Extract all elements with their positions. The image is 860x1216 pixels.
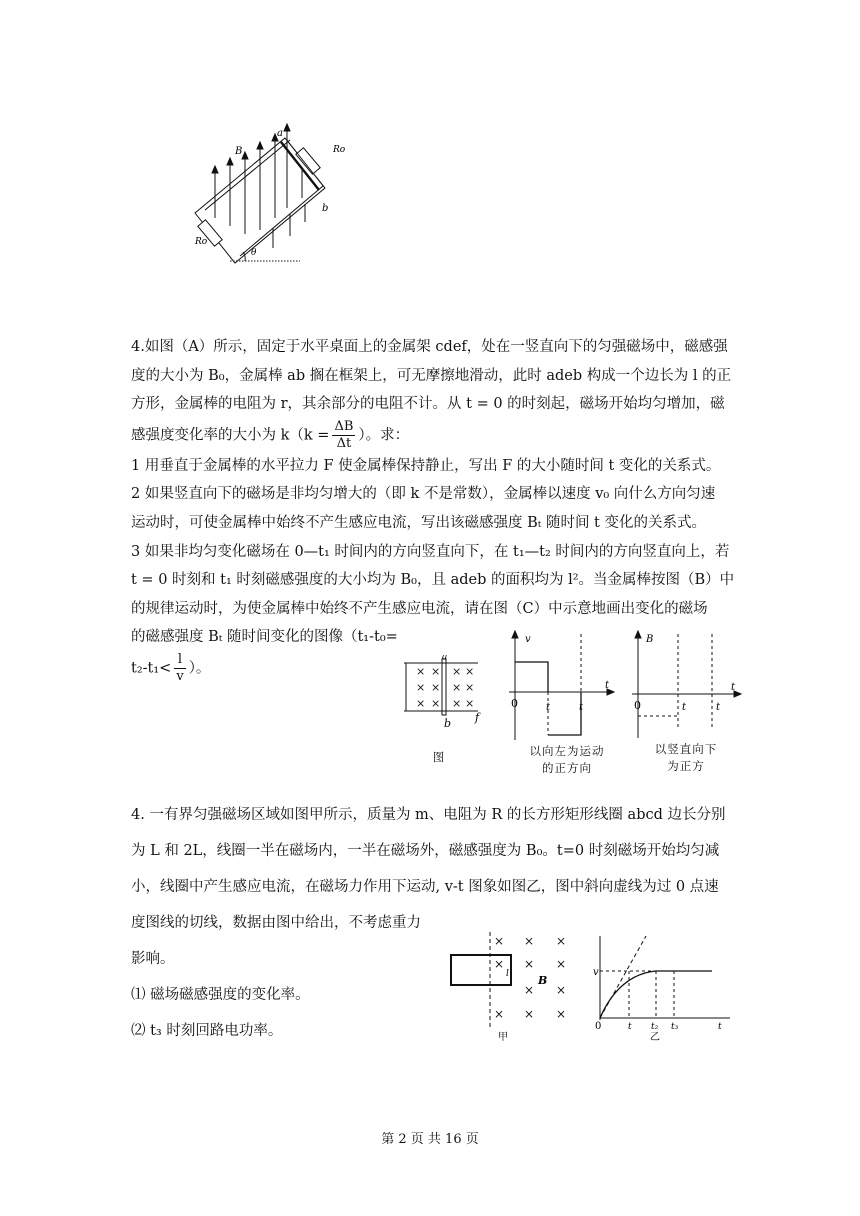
problem-line: 影响。 xyxy=(131,951,175,967)
problem-line: 为 L 和 2L，线圈一半在磁场内，一半在磁场外，磁感强度为 B₀。t=0 时刻磁场开始均匀减 xyxy=(131,843,720,859)
problem-line xyxy=(131,419,731,452)
svg-text:×: × xyxy=(524,957,535,971)
svg-text:×: × xyxy=(494,934,505,948)
q3e-text: t₂-t₁< xyxy=(131,660,172,677)
label-Ro-bottom: Ro xyxy=(195,237,208,247)
svg-text:×: × xyxy=(452,681,462,694)
label-l: l xyxy=(506,969,509,979)
fraction-dB-dt xyxy=(332,419,355,452)
label-theta: θ xyxy=(251,248,257,258)
tick-t2: t xyxy=(716,702,721,713)
problem-line: 4. 一有界匀强磁场区域如图甲所示，质量为 m、电阻为 R 的长方形矩形线圈 abcd 边长分别 xyxy=(131,807,726,823)
question-1: 1 用垂直于金属棒的水平拉力 F 使金属棒保持静止，写出 F 的大小随时间 t 变化的关系式。 xyxy=(131,457,721,474)
svg-text:×: × xyxy=(431,697,441,710)
origin-0: 0 xyxy=(595,1021,602,1032)
question-3a: 3 如果非均匀变化磁场在 0—t₁ 时间内的方向竖直向下，在 t₁—t₂ 时间内的方向竖直向上，若 xyxy=(131,543,730,560)
figure-B-vt-graph xyxy=(503,630,618,745)
figure-A-frame xyxy=(398,655,488,735)
question-3b: t = 0 时刻和 t₁ 时刻磁感强度的大小均为 B₀，且 adeb 的面积均为 l²。当金属棒按图（B）中 xyxy=(131,572,735,589)
figA-caption: 图 xyxy=(432,750,446,764)
frac-numerator: l xyxy=(174,652,185,669)
tick-t2: t₂ xyxy=(651,1022,659,1032)
fraction-l-v xyxy=(174,652,185,685)
svg-text:×: × xyxy=(416,665,426,678)
label-B: B xyxy=(538,974,548,987)
svg-text:×: × xyxy=(556,934,567,948)
figure-yi-vt-graph xyxy=(588,930,738,1042)
axis-v: v xyxy=(525,634,531,645)
caption-jia: 甲 xyxy=(498,1032,508,1042)
question-2a: 2 如果竖直向下的磁场是非均匀增大的（即 k 不是常数），金属棒以速度 v₀ 向什么方向匀速 xyxy=(131,486,716,503)
rate-text: 感强度变化率的大小为 k（k = xyxy=(131,427,330,444)
question-3c: 的规律运动时，为使金属棒中始终不产生感应电流，请在图（C）中示意地画出变化的磁场 xyxy=(131,600,708,617)
label-f: f xyxy=(475,711,480,724)
axis-B: B xyxy=(646,634,654,645)
tick-t2: t xyxy=(579,702,584,713)
problem-line: 小，线圈中产生感应电流，在磁场力作用下运动, v-t 图象如图乙，图中斜向虚线为过 0 点速 xyxy=(131,879,719,895)
problem-line: 方形，金属棒的电阻为 r，其余部分的电阻不计。从 t = 0 的时刻起，磁场开始均匀增加，磁 xyxy=(131,396,725,413)
tick-t: t xyxy=(628,1022,632,1032)
svg-text:×: × xyxy=(494,957,505,971)
page-footer: 第 2 页 共 16 页 xyxy=(381,1132,479,1147)
svg-text:×: × xyxy=(465,665,475,678)
figure-inclined-rails xyxy=(185,118,355,268)
svg-text:×: × xyxy=(416,697,426,710)
q3e-text-end: ）。 xyxy=(188,660,211,677)
frac-denominator: Δt xyxy=(336,435,352,451)
frac-denominator: v xyxy=(176,668,184,684)
label-b: b xyxy=(444,717,452,730)
svg-text:×: × xyxy=(556,1007,567,1021)
axis-t: t xyxy=(718,1022,722,1032)
axis-t: t xyxy=(731,682,736,693)
origin-0: 0 xyxy=(511,697,518,710)
label-Ro-top: Ro xyxy=(333,145,346,155)
origin-0: 0 xyxy=(634,699,641,712)
rate-text-end: ）。求： xyxy=(358,427,410,444)
svg-text:×: × xyxy=(556,957,567,971)
figure-jia-coil xyxy=(446,930,586,1042)
question-2b: 运动时，可使金属棒中始终不产生感应电流，写出该磁感强度 Bₜ 随时间 t 变化的关系式。 xyxy=(131,514,706,531)
svg-text:×: × xyxy=(431,665,441,678)
svg-text:×: × xyxy=(524,983,535,997)
problem-line: 4.如图（A）所示，固定于水平桌面上的金属架 cdef，处在一竖直向下的匀强磁场中，磁感强 xyxy=(131,339,728,355)
question-2: ⑵ t₃ 时刻回路电功率。 xyxy=(131,1023,283,1039)
figC-caption: 以竖直向下为正方 xyxy=(654,742,718,773)
axis-t: t xyxy=(605,680,610,691)
svg-text:×: × xyxy=(524,934,535,948)
figB-caption: 以向左为运动的正方向 xyxy=(529,744,605,775)
svg-text:×: × xyxy=(452,697,462,710)
label-a: a xyxy=(277,128,283,139)
svg-text:×: × xyxy=(556,983,567,997)
svg-text:×: × xyxy=(416,681,426,694)
svg-text:×: × xyxy=(431,681,441,694)
svg-text:×: × xyxy=(494,1007,505,1021)
svg-text:×: × xyxy=(524,1007,535,1021)
svg-text:×: × xyxy=(465,681,475,694)
svg-text:×: × xyxy=(452,665,462,678)
tick-t1: t xyxy=(546,702,551,713)
question-1: ⑴ 磁场磁感强度的变化率。 xyxy=(131,987,310,1003)
figure-C-Bt-graph xyxy=(626,630,746,740)
frac-numerator: ΔB xyxy=(334,418,354,434)
label-a: a xyxy=(442,655,448,662)
tick-t1: t xyxy=(682,702,687,713)
problem-line: 度的大小为 B₀，金属棒 ab 搁在框架上，可无摩擦地滑动，此时 adeb 构成一个边长为 l 的正 xyxy=(131,367,732,384)
label-b: b xyxy=(322,203,329,214)
problem-line: 度图线的切线，数据由图中给出，不考虑重力 xyxy=(131,915,421,931)
axis-v: v xyxy=(593,967,599,978)
label-B: B xyxy=(235,146,243,157)
caption-yi: 乙 xyxy=(650,1032,660,1042)
tick-t3: t₃ xyxy=(671,1022,679,1032)
question-3d: 的磁感强度 Bₜ 随时间变化的图像（t₁-t₀= xyxy=(131,629,398,646)
svg-text:×: × xyxy=(465,697,475,710)
